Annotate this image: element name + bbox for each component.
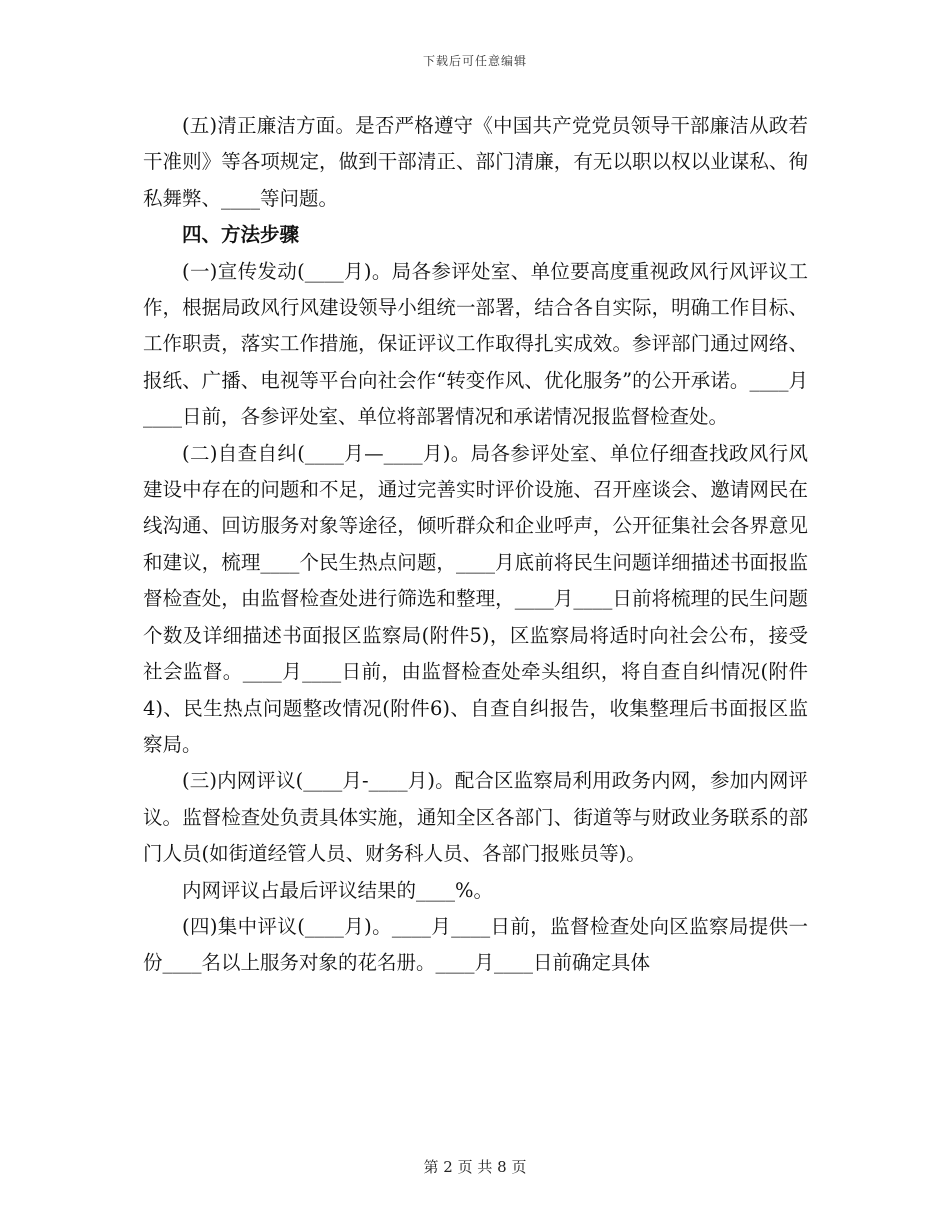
paragraph-centralized-review: (四)集中评议(____月)。____月____日前，监督检查处向区监察局提供一份____名以上服务对象的花名册。____月____日前确定具体 [143,914,808,975]
paragraph-self-inspection: (二)自查自纠(____月—____月)。局各参评处室、单位仔细查找政风行风建设中存在的问题和不足，通过完善实时评价设施、召开座谈会、邀请网民在线沟通、回访服务对象等途径，倾听群众和企业呼声，公开征集社会各界意见和建议，梳理____个民生热点问题，____月底前将民生问题详细描述书面报监督检查处，由监督检查处进行筛选和整理，____月____日前将梳理的民生问题个数及详细描述书面报区监察局(附件5)，区监察局将适时向社会公布，接受社会监督。____月____日前，由监督检查处牵头组织，将自查自纠情况(附件4)、民生热点问题整改情况(附件6)、自查自纠报告，收集整理后书面报区监察局。 [143,441,808,756]
header-note: 下载后可任意编辑 [422,54,527,68]
paragraph-publicity: (一)宣传发动(____月)。局各参评处室、单位要高度重视政风行风评议工作，根据局政风行风建设领导小组统一部署，结合各自实际，明确工作目标、工作职责，落实工作措施，保证评议工作取得扎实成效。参评部门通过网络、报纸、广播、电视等平台向社会作“转变作风、优化服务”的公开承诺。____月____日前，各参评处室、单位将部署情况和承诺情况报监督检查处。 [143,259,808,429]
paragraph-integrity: (五)清正廉洁方面。是否严格遵守《中国共产党党员领导干部廉洁从政若干准则》等各项规定，做到干部清正、部门清廉，有无以职以权以业谋私、徇私舞弊、____等问题。 [143,114,808,210]
section-heading-methods: 四、方法步骤 [182,223,300,247]
paragraph-intranet-review: (三)内网评议(____月-____月)。配合区监察局利用政务内网，参加内网评议。监督检查处负责具体实施，通知全区各部门、街道等与财政业务联系的部门人员(如街道经管人员、财务科人员、各部门报账员等)。 [143,769,808,866]
page-number: 第 2 页 共 8 页 [423,1158,527,1176]
paragraph-intranet-weight: 内网评议占最后评议结果的____%。 [182,878,494,902]
document-body [143,108,808,982]
